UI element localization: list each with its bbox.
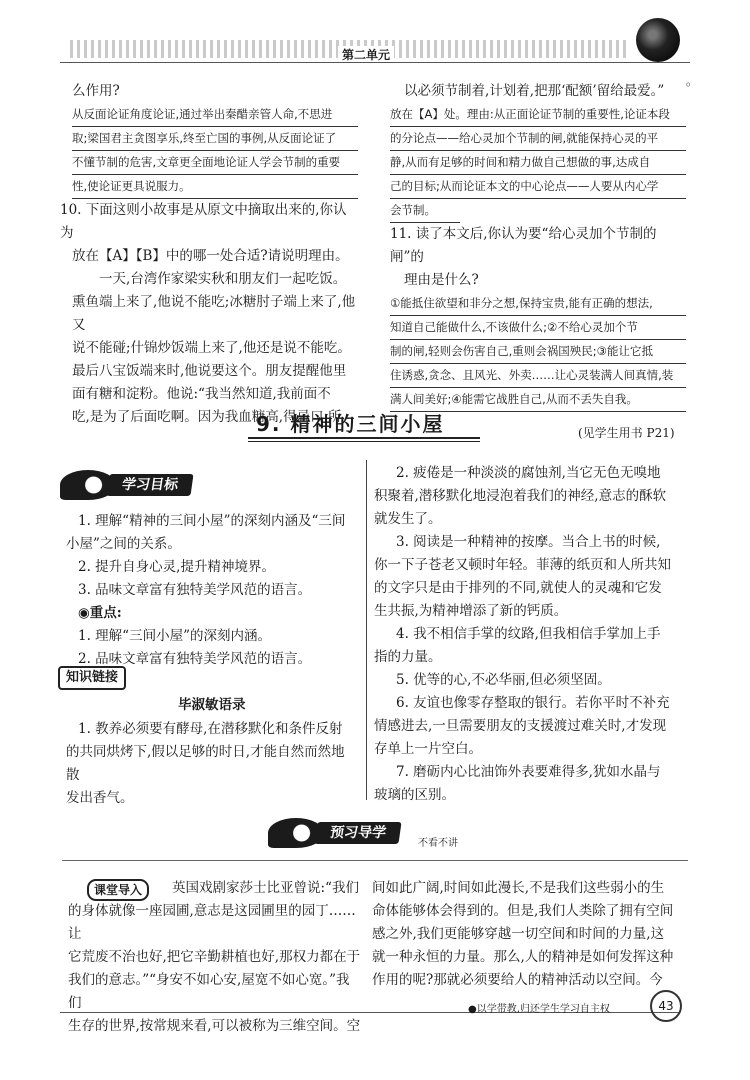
- intro-right: [372, 877, 684, 992]
- preview-note: 不看不讲: [418, 838, 458, 849]
- handwritten-answer: [390, 103, 686, 223]
- question-continuation: 么作用?: [72, 83, 120, 99]
- quotes-right: [374, 462, 684, 807]
- story-line: 面有糖和淀粉。他说:“我当然知道,我前面不: [72, 386, 331, 402]
- objective-item: 小屋”之间的关系。: [66, 536, 181, 552]
- quote-line: 7. 磨砺内心比油饰外表要难得多,犹如水晶与: [396, 764, 661, 780]
- title-underline: [248, 437, 480, 439]
- answer-line: ①能抵住欲望和非分之想,保持宝贵,能有正确的想法,: [390, 292, 686, 316]
- mascot-note: 。: [686, 74, 699, 88]
- quote-line: 的共同烘烤下,假以足够的时日,才能自然而然地散: [66, 744, 345, 783]
- quote-line: 生共振,为精神增添了新的钙质。: [374, 603, 568, 619]
- answer-line: 会节制。: [390, 199, 460, 223]
- book-reference: (见学生用书 P21): [578, 426, 675, 440]
- answer-line: 住诱惑,贪念、且风光、外卖……让心灵装满人间真情,装: [390, 364, 686, 388]
- answer-line: 放在【A】处。理由:从正面论证节制的重要性,论证本段: [390, 103, 686, 127]
- handwritten-answer-2: [390, 292, 686, 412]
- section-rule: [62, 860, 688, 861]
- story-line: 一天,台湾作家梁实秋和朋友们一起吃饭。: [99, 271, 347, 287]
- story-line: 最后八宝饭端来时,他说要这个。朋友提醒他里: [72, 363, 347, 379]
- objective-item: 2. 提升自身心灵,提升精神境界。: [78, 559, 275, 575]
- intro-line: 作用的呢?那就必须要给人的精神活动以空间。今: [372, 972, 663, 988]
- answer-line: 静,从而有足够的时间和精力做自己想做的事,达成自: [390, 151, 686, 175]
- answer-line: 不懂节制的危害,文章更全面地论证人学会节制的重要: [72, 151, 358, 175]
- intro-line: 命体能够体会得到的。但是,我们人类除了拥有空间: [372, 903, 674, 919]
- story-line: 吃,是为了后面吃啊。因为我血糖高,得忌口,所: [72, 409, 342, 425]
- answer-line: 己的目标;从而论证本文的中心论点——人要从内心学: [390, 175, 686, 199]
- intro-label: 课堂导入: [87, 879, 149, 901]
- quote-line: 发出香气。: [66, 790, 134, 806]
- quote-line: 存单上一片空白。: [374, 741, 482, 757]
- objectives-banner-label: 学习目标: [106, 474, 193, 496]
- intro-line: 生存的世界,按常规来看,可以被称为三维空间。空: [68, 1018, 361, 1034]
- quote-line: 玻璃的区别。: [374, 787, 455, 803]
- knowledge-badge: 知识链接: [58, 666, 126, 690]
- objectives-banner: [60, 470, 192, 500]
- quote-line: 的文字只是由于排列的不同,就使人的灵魂和它发: [374, 580, 662, 596]
- quote-line: 就发生了。: [374, 511, 442, 527]
- unit-title: 第二单元: [338, 46, 394, 63]
- quote-line: 6. 友谊也像零存整取的银行。若你平时不补充: [396, 695, 670, 711]
- quote-line: 3. 阅读是一种精神的按摩。当合上书的时候,: [396, 534, 661, 550]
- intro-line: 我们的意志。”“身安不如心安,屋宽不如心宽。”我们: [68, 972, 350, 1011]
- quote-line: 1. 教养必须要有酵母,在潜移默化和条件反射: [78, 721, 343, 737]
- objective-item: 3. 品味文章富有独特美学风范的语言。: [78, 582, 312, 598]
- intro-line: 英国戏剧家莎士比亚曾说:“我们: [172, 880, 359, 896]
- preview-banner: [268, 818, 400, 848]
- answer-line: 从反面论证角度论证,通过举出秦醋亲管人命,不思进: [72, 103, 358, 127]
- answer-line: 取;梁国君主贪图享乐,终至亡国的事例,从反面论证了: [72, 127, 358, 151]
- answer-line: 的分论点——给心灵加个节制的闸,就能保持心灵的平: [390, 127, 686, 151]
- knowledge-subtitle: 毕淑敏语录: [178, 697, 246, 713]
- answer-line: 制的闸,轻则会伤害自己,重则会祸国殃民;③能让它抵: [390, 340, 686, 364]
- right-top-column: [390, 80, 686, 412]
- story-line: 熏鱼端上来了,他说不能吃;冰糖肘子端上来了,他又: [72, 294, 356, 333]
- quote-line: 5. 优等的心,不必华丽,但必须坚固。: [396, 672, 611, 688]
- question-10: 10. 下面这则小故事是从原文中摘取出来的,你认为: [60, 202, 347, 241]
- answer-line: 满人间美好;④能需它战胜自己,从而不丢失自我。: [390, 388, 686, 412]
- quote-line: 你一下子苍老又顿时年轻。菲薄的纸页和人所共知: [374, 557, 671, 573]
- left-top-column: [60, 80, 358, 429]
- intro-line: 间如此广阔,时间如此漫长,不是我们这些弱小的生: [372, 880, 665, 896]
- quotes-left: [66, 718, 358, 810]
- intro-left: [68, 900, 362, 1038]
- key-point-item: 2. 品味文章富有独特美学风范的语言。: [78, 651, 312, 667]
- page-number: 43: [650, 990, 682, 1022]
- quote-continuation: 以必须节制着,计划着,把那‘配额’留给最爱。”: [404, 83, 665, 99]
- objective-item: 1. 理解“精神的三间小屋”的深刻内涵及“三间: [78, 513, 346, 529]
- title-underline: [248, 441, 480, 442]
- handwritten-answer: [72, 103, 358, 199]
- footer-slogan: ●以学带教,归还学生学习自主权: [468, 1004, 610, 1015]
- quote-line: 2. 疲倦是一种淡淡的腐蚀剂,当它无色无嗅地: [396, 465, 661, 481]
- answer-line: 知道自己能做什么,不该做什么;②不给心灵加个节: [390, 316, 686, 340]
- answer-line: 性,使论证更具说服力。: [72, 175, 358, 199]
- intro-line: 就一种永恒的力量。那么,人的精神是如何发挥这种: [372, 949, 674, 965]
- intro-line: 它荒废不治也好,把它辛勤耕植也好,那权力都在于: [68, 949, 361, 965]
- key-points-label: ◉重点:: [78, 605, 122, 621]
- quote-line: 指的力量。: [374, 649, 442, 665]
- quote-line: 4. 我不相信手掌的纹路,但我相信手掌加上手: [396, 626, 661, 642]
- preview-banner-label: 预习导学: [314, 822, 401, 844]
- quote-line: 情感进去,一旦需要朋友的支援渡过难关时,才发现: [374, 718, 667, 734]
- quote-line: 积聚着,潜移默化地浸泡着我们的神经,意志的酥软: [374, 488, 667, 504]
- key-point-item: 1. 理解“三间小屋”的深刻内涵。: [78, 628, 271, 644]
- question-11-line2: 理由是什么?: [404, 272, 479, 288]
- mascot-icon: [636, 18, 680, 62]
- intro-line: 感之外,我们更能够穿越一切空间和时间的力量,这: [372, 926, 665, 942]
- column-divider: [366, 460, 367, 800]
- header-rule: [60, 62, 690, 63]
- lesson-title: 9. 精神的三间小屋: [256, 412, 445, 436]
- objectives-list: [66, 510, 358, 671]
- intro-line: 的身体就像一座园圃,意志是这园圃里的园丁……让: [68, 903, 356, 942]
- story-line: 说不能碰;什锦炒饭端上来了,他还是说不能吃。: [72, 340, 351, 356]
- question-11: 11. 读了本文后,你认为要“给心灵加个节制的闸”的: [390, 226, 657, 265]
- story-passage: [72, 268, 358, 429]
- question-10-line2: 放在【A】【B】中的哪一处合适?请说明理由。: [72, 248, 349, 264]
